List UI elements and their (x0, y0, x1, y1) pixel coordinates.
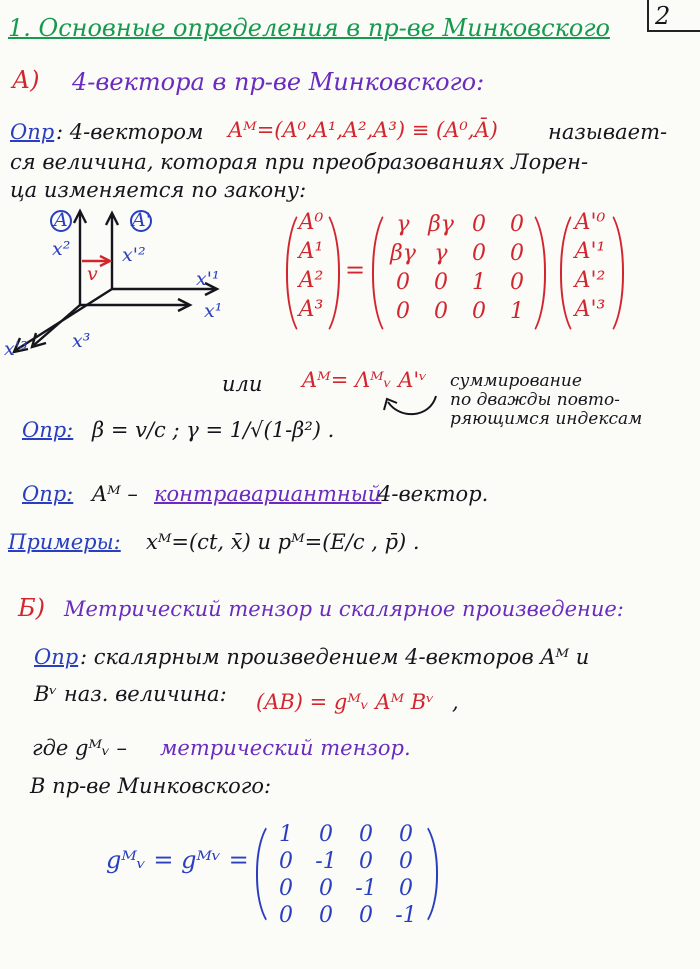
def-line1-b: называет- (548, 120, 668, 144)
def-label: Опр (10, 120, 55, 144)
frame-a-label: A (54, 209, 68, 231)
examples-label: Примеры: (8, 530, 121, 554)
metric-cell: 0 (399, 822, 413, 847)
scalar-product-expr: (AB) = gᴹᵥ Aᴹ Bᵛ (256, 690, 435, 714)
metric-cell: 0 (279, 876, 293, 901)
metric-cell: 0 (359, 903, 373, 928)
def3-vector: Aᴹ – (92, 482, 138, 506)
metric-cell: 0 (319, 903, 333, 928)
lorentz-cell: 0 (510, 241, 524, 266)
metric-cell: -1 (355, 876, 377, 901)
lhs-a2: A² (298, 268, 324, 293)
scalar-product-comma: , (452, 690, 459, 714)
lorentz-cell: γ (434, 241, 448, 266)
frame-a-prime-label: A' (132, 209, 151, 231)
lorentz-cell: 0 (472, 299, 486, 324)
metric-cell: 0 (279, 903, 293, 928)
metric-cell: 1 (279, 822, 293, 847)
metric-matrix (266, 822, 426, 928)
page-title: 1. Основные определения в пр-ве Минковского (8, 14, 610, 42)
lorentz-cell: βγ (390, 241, 416, 266)
def-line1-a: : 4-вектором (56, 120, 204, 144)
metric-tensor-term: метрический тензор. (160, 736, 411, 760)
lhs-a3: A³ (298, 297, 324, 322)
rhs-a2: A'² (574, 268, 606, 293)
section-b-heading: Метрический тензор и скалярное произведение: (64, 597, 624, 621)
velocity-label: v (87, 263, 98, 285)
lorentz-matrix (384, 212, 536, 324)
or-expression: Aᴹ= Λᴹᵥ A'ᵛ (302, 368, 427, 392)
page-number-corner (647, 0, 649, 30)
minkowski-space: В пр-ве Минковского: (30, 774, 272, 798)
metric-cell: 0 (359, 849, 373, 874)
section-a-heading: 4-вектора в пр-ве Минковского: (72, 68, 485, 96)
examples-expression: xᴹ=(ct, x̄) и pᴹ=(E/c , p̄) . (146, 530, 420, 554)
metric-cell: 0 (319, 822, 333, 847)
metric-cell: 0 (279, 849, 293, 874)
section-b-marker: Б) (18, 594, 45, 622)
def-b-line2: Bᵛ наз. величина: (34, 682, 227, 706)
equals-sign: = (345, 256, 366, 284)
axis-x1-prime-label: x'¹ (196, 268, 220, 290)
where-metric: где gᴹᵥ – (32, 736, 128, 760)
or-word: или (222, 372, 263, 396)
def3-label: Опр: (22, 482, 74, 506)
section-a-marker: А) (12, 66, 40, 94)
lorentz-cell: 0 (396, 270, 410, 295)
lhs-a0: A⁰ (298, 210, 324, 235)
rhs-a0: A'⁰ (574, 210, 606, 235)
lorentz-cell: 0 (434, 270, 448, 295)
lorentz-cell: 1 (472, 270, 486, 295)
def-b-line1: : скалярным произведением 4-векторов Aᴹ и (80, 645, 590, 669)
metric-cell: -1 (395, 903, 417, 928)
lhs-a1: A¹ (298, 239, 324, 264)
def-b-label: Опр (34, 645, 79, 669)
def2-label: Опр: (22, 418, 74, 442)
contravariant-term: контравариантный (154, 482, 382, 506)
lorentz-cell: 0 (472, 241, 486, 266)
summation-note (450, 372, 642, 429)
page-number: 2 (655, 2, 671, 30)
page-number-corner-line (647, 30, 700, 32)
axis-x2-label: x² (52, 238, 71, 260)
rhs-vector (570, 210, 610, 322)
lorentz-cell: 0 (396, 299, 410, 324)
lorentz-cell: 1 (510, 299, 524, 324)
lorentz-cell: βγ (428, 212, 454, 237)
lhs-vector (296, 210, 326, 322)
axis-x1-label: x¹ (204, 300, 223, 322)
def-line1-expr: Aᴹ=(A⁰,A¹,A²,A³) ≡ (A⁰,Ā) (228, 118, 498, 142)
lorentz-cell: 0 (510, 270, 524, 295)
note-line: суммирование (450, 371, 582, 391)
metric-cell: 0 (399, 876, 413, 901)
lorentz-cell: γ (396, 212, 410, 237)
note-arrow (380, 388, 440, 428)
lorentz-cell: 0 (472, 212, 486, 237)
lorentz-cell: 0 (510, 212, 524, 237)
lorentz-cell: 0 (434, 299, 448, 324)
metric-cell: 0 (359, 822, 373, 847)
metric-cell: 0 (399, 849, 413, 874)
metric-cell: -1 (315, 849, 337, 874)
beta-gamma-definition: β = v/c ; γ = 1/√(1-β²) . (92, 418, 335, 442)
axis-x2-prime-label: x'² (122, 244, 146, 266)
axis-x3-prime-label: x'³ (4, 338, 28, 360)
note-line: ряющимся индексам (450, 409, 643, 429)
rhs-a1: A'¹ (574, 239, 606, 264)
metric-cell: 0 (319, 876, 333, 901)
def-line3: ца изменяется по закону: (10, 178, 307, 202)
rhs-a3: A'³ (574, 297, 606, 322)
note-line: по дважды повто- (450, 390, 620, 410)
def-line2: ся величина, которая при преобразованиях Лорен- (10, 150, 589, 174)
metric-lhs: gᴹᵥ = gᴹᵛ = (106, 846, 249, 874)
def3-tail: 4-вектор. (378, 482, 489, 506)
axis-x3-label: x³ (72, 330, 91, 352)
